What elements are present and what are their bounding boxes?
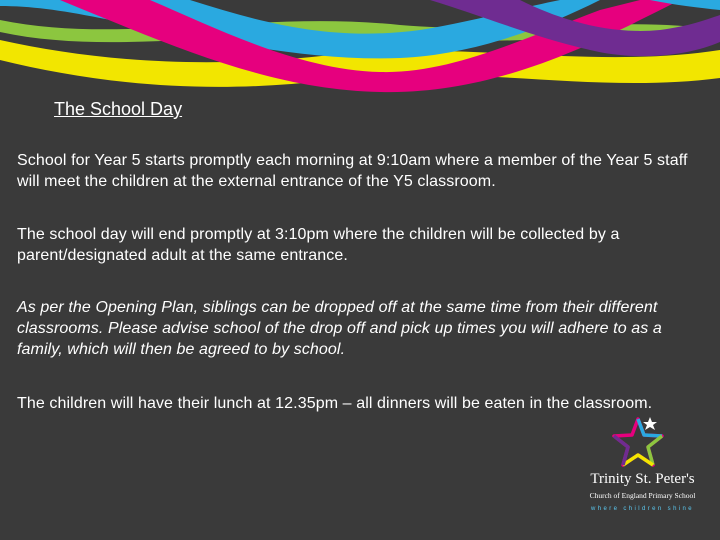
slide-title: The School Day xyxy=(54,99,183,119)
paragraph-end-time: The school day will end promptly at 3:10pm where the children will be collected by a parent/designated adult at the same entrance. xyxy=(17,226,620,264)
star-logo-icon xyxy=(610,415,666,471)
paragraph-lunch: The children will have their lunch at 12.35pm – all dinners will be eaten in the classroom. xyxy=(17,395,653,412)
paragraph-start-time: School for Year 5 starts promptly each morning at 9:10am where a member of the Year 5 staff will meet the children at the external entrance of the Y5 classroom. xyxy=(17,152,688,190)
school-name: Trinity St. Peter's xyxy=(590,471,695,487)
paragraph-opening-plan: As per the Opening Plan, siblings can be dropped off at the same time from their different classrooms. Please advise school of the drop off and pick up times you will adhere to as a family, which will then be agreed to by school. xyxy=(17,299,662,358)
school-logo xyxy=(580,415,705,520)
school-subtitle: Church of England Primary School xyxy=(589,491,696,500)
decorative-ribbons xyxy=(0,0,720,110)
school-tagline: where children shine xyxy=(590,506,695,512)
